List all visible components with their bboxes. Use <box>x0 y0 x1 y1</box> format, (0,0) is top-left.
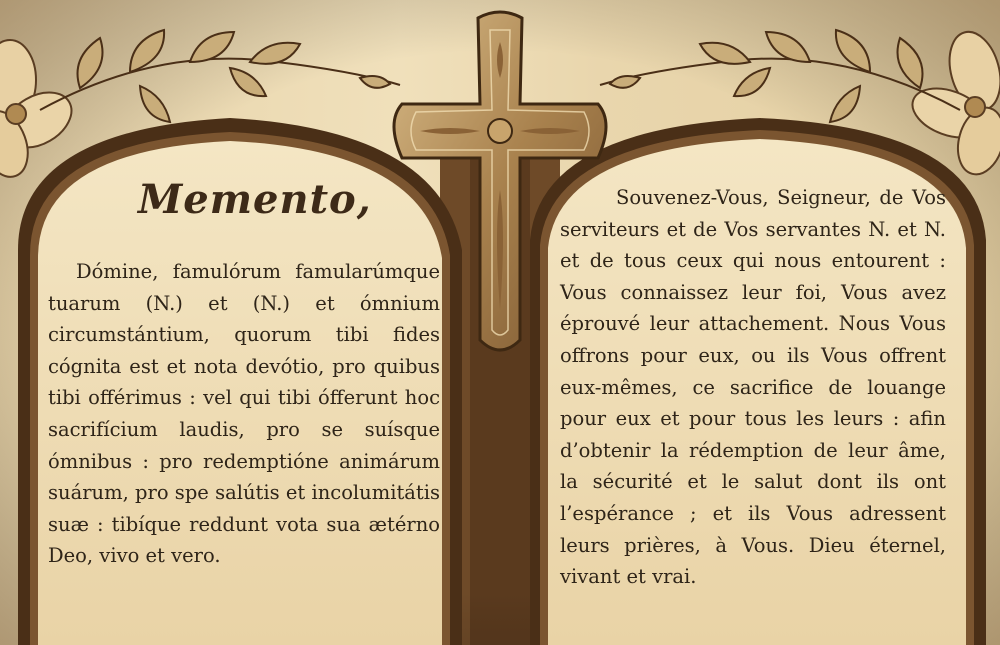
latin-prayer-text <box>48 256 440 572</box>
latin-paragraph: Dómine, famulórum famularúmque tuarum (N.) et (N.) et ómnium circumstántium, quorum tibi fides cógnita est et nota devótio, pro quibus tibi offérimus : vel qui tibi ófferunt hoc sacrifícium laudis, pro se suísque ómnibus : pro redemptióne animárum suárum, pro spe salútis et incolumitátis suæ : tibíque reddunt vota sua ætérno Deo, vivo et vero. <box>48 260 440 568</box>
memento-title: Memento, <box>138 176 372 223</box>
french-prayer-text <box>560 182 946 593</box>
french-paragraph: Souvenez-Vous, Seigneur, de Vos serviteurs et de Vos servantes N. et N. et de tous ceux qui nous entourent : Vous connaissez leur foi, Vous avez éprouvé leur attachement. Nous Vous offrons pour eux, ou ils Vous offrent eux-mêmes, ce sacrifice de louange pour eux et pour tous les leurs : afin d’obtenir la rédemption de leur âme, la sécurité et le salut dont ils ont l’espérance ; et ils Vous adressent leurs prières, à Vous. Dieu éternel, vivant et vrai. <box>560 186 946 589</box>
